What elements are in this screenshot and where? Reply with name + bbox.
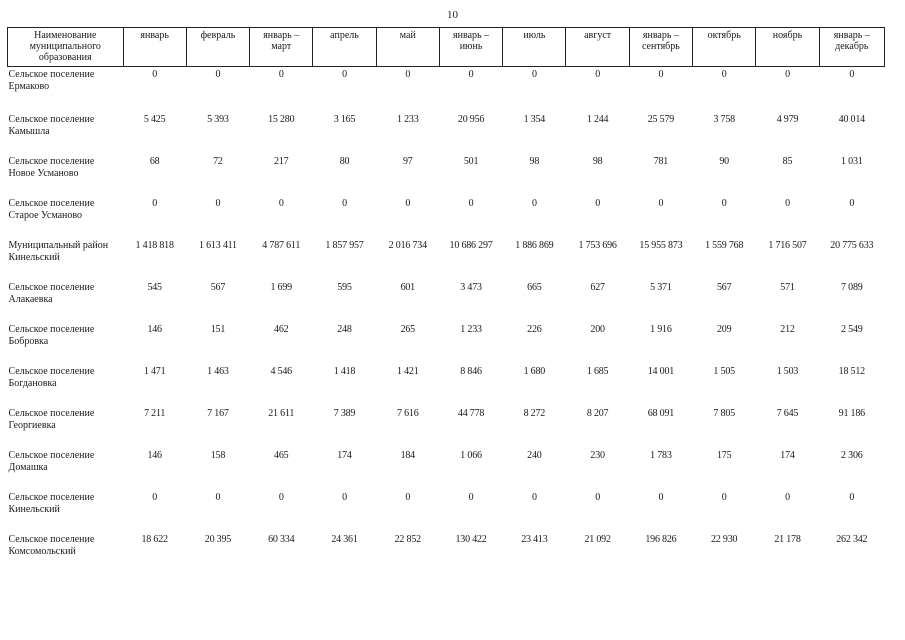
value-cell: 5 425 xyxy=(143,113,166,125)
value-cell: 462 xyxy=(274,323,289,335)
value-cell: 44 778 xyxy=(457,407,485,419)
column-header-10: октябрь xyxy=(693,28,756,67)
value-cell: 1 233 xyxy=(460,323,482,335)
value-cell: 0 xyxy=(595,491,601,503)
value-cell: 2 306 xyxy=(841,449,863,461)
municipality-name: Муниципальный район Кинельский xyxy=(8,239,109,263)
value-cell: 217 xyxy=(274,155,289,167)
value-cell: 601 xyxy=(400,281,415,293)
value-cell: 567 xyxy=(716,281,732,293)
value-cell: 0 xyxy=(405,69,411,80)
municipality-name: Сельское поселение Комсомольский xyxy=(8,533,95,557)
value-cell: 146 xyxy=(147,323,162,335)
value-cell: 7 211 xyxy=(144,407,166,419)
value-cell: 0 xyxy=(658,197,664,209)
value-cell: 1 716 507 xyxy=(768,239,807,251)
value-cell: 0 xyxy=(595,69,601,80)
table-row xyxy=(8,490,885,532)
value-cell: 1 066 xyxy=(460,449,482,461)
value-cell: 0 xyxy=(468,491,474,503)
value-cell: 18 622 xyxy=(141,533,168,545)
municipality-name: Сельское поселение Бобровка xyxy=(8,323,95,347)
value-cell: 0 xyxy=(531,491,537,503)
value-cell: 1 418 818 xyxy=(135,239,174,251)
value-cell: 24 361 xyxy=(331,533,358,545)
value-cell: 1 031 xyxy=(841,155,863,167)
column-header-9: январь – сентябрь xyxy=(629,28,692,67)
value-cell: 1 680 xyxy=(523,365,546,377)
value-cell: 146 xyxy=(147,449,162,461)
value-cell: 0 xyxy=(531,69,537,80)
value-cell: 85 xyxy=(782,155,793,167)
table-row xyxy=(8,364,885,406)
value-cell: 1 421 xyxy=(397,365,419,377)
value-cell: 0 xyxy=(342,491,347,503)
municipality-name: Сельское поселение Ермаково xyxy=(8,69,95,92)
value-cell: 22 852 xyxy=(394,533,421,545)
value-cell: 1 503 xyxy=(776,365,799,377)
value-cell: 571 xyxy=(780,281,795,293)
table-header xyxy=(8,28,885,67)
value-cell: 15 280 xyxy=(268,113,295,125)
value-cell: 545 xyxy=(147,281,162,293)
value-cell: 10 686 297 xyxy=(449,239,493,251)
value-cell: 0 xyxy=(849,491,855,503)
value-cell: 18 512 xyxy=(838,365,865,377)
value-cell: 21 611 xyxy=(268,407,295,419)
value-cell: 0 xyxy=(152,491,158,503)
table-row xyxy=(8,112,885,154)
value-cell: 465 xyxy=(274,449,289,461)
value-cell: 0 xyxy=(468,69,474,80)
value-cell: 0 xyxy=(849,69,855,80)
column-header-1: январь xyxy=(123,28,186,67)
value-cell: 0 xyxy=(405,197,411,209)
column-header-4: апрель xyxy=(313,28,376,67)
value-cell: 175 xyxy=(716,449,732,461)
table-row xyxy=(8,196,885,238)
value-cell: 1 783 xyxy=(650,449,672,461)
value-cell: 0 xyxy=(849,197,855,209)
value-cell: 248 xyxy=(337,323,352,335)
value-cell: 158 xyxy=(210,449,226,461)
value-cell: 20 956 xyxy=(457,113,485,125)
value-cell: 151 xyxy=(210,323,226,335)
value-cell: 98 xyxy=(529,155,540,167)
value-cell: 212 xyxy=(780,323,795,335)
table-row xyxy=(8,280,885,322)
value-cell: 665 xyxy=(527,281,542,293)
value-cell: 1 613 411 xyxy=(199,239,237,251)
municipality-name: Сельское поселение Георгиевка xyxy=(8,407,95,431)
value-cell: 98 xyxy=(592,155,603,167)
value-cell: 174 xyxy=(780,449,795,461)
value-cell: 1 857 957 xyxy=(325,239,364,251)
value-cell: 0 xyxy=(468,197,474,209)
value-cell: 8 207 xyxy=(586,407,609,419)
table-row xyxy=(8,154,885,196)
municipality-name: Сельское поселение Богдановка xyxy=(8,365,95,389)
value-cell: 226 xyxy=(527,323,542,335)
value-cell: 23 413 xyxy=(521,533,548,545)
value-cell: 1 505 xyxy=(713,365,735,377)
municipality-name: Сельское поселение Алакаевка xyxy=(8,281,95,305)
column-header-3: январь – март xyxy=(250,28,313,67)
value-cell: 0 xyxy=(342,69,347,80)
value-cell: 21 178 xyxy=(774,533,801,545)
value-cell: 567 xyxy=(210,281,226,293)
value-cell: 1 418 xyxy=(333,365,356,377)
value-cell: 1 354 xyxy=(523,113,546,125)
value-cell: 80 xyxy=(339,155,350,167)
value-cell: 0 xyxy=(278,197,284,209)
value-cell: 2 549 xyxy=(841,323,863,335)
value-cell: 1 463 xyxy=(207,365,229,377)
municipality-name: Сельское поселение Новое Усманово xyxy=(8,155,95,179)
value-cell: 174 xyxy=(337,449,352,461)
value-cell: 0 xyxy=(785,197,790,209)
municipality-name: Сельское поселение Старое Усманово xyxy=(8,197,95,221)
value-cell: 0 xyxy=(215,69,221,80)
value-cell: 1 886 869 xyxy=(515,239,554,251)
value-cell: 7 389 xyxy=(333,407,356,419)
value-cell: 240 xyxy=(527,449,542,461)
column-header-7: июль xyxy=(503,28,566,67)
value-cell: 2 016 734 xyxy=(388,239,427,251)
value-cell: 5 393 xyxy=(207,113,229,125)
value-cell: 1 685 xyxy=(586,365,609,377)
value-cell: 196 826 xyxy=(645,533,677,545)
value-cell: 0 xyxy=(785,491,790,503)
value-cell: 1 916 xyxy=(650,323,672,335)
table-row xyxy=(8,322,885,364)
value-cell: 4 979 xyxy=(776,113,799,125)
value-cell: 25 579 xyxy=(647,113,675,125)
value-cell: 781 xyxy=(653,155,669,167)
value-cell: 68 091 xyxy=(647,407,675,419)
value-cell: 22 930 xyxy=(711,533,738,545)
value-cell: 0 xyxy=(721,491,727,503)
value-cell: 5 371 xyxy=(650,281,672,293)
value-cell: 0 xyxy=(595,197,601,209)
value-cell: 4 787 611 xyxy=(262,239,301,251)
value-cell: 130 422 xyxy=(455,533,487,545)
value-cell: 60 334 xyxy=(268,533,295,545)
value-cell: 20 775 633 xyxy=(830,239,874,251)
value-cell: 0 xyxy=(405,491,411,503)
value-cell: 68 xyxy=(149,155,160,167)
value-cell: 3 165 xyxy=(333,113,356,125)
value-cell: 15 955 873 xyxy=(639,239,683,251)
municipality-name: Сельское поселение Кинельский xyxy=(8,491,95,515)
value-cell: 627 xyxy=(590,281,605,293)
value-cell: 262 342 xyxy=(836,533,868,545)
table-row xyxy=(8,448,885,490)
table-row xyxy=(8,238,885,280)
value-cell: 40 014 xyxy=(838,113,865,125)
column-header-11: ноябрь xyxy=(756,28,819,67)
value-cell: 91 186 xyxy=(838,407,865,419)
value-cell: 72 xyxy=(213,155,223,167)
value-cell: 0 xyxy=(215,197,221,209)
value-cell: 3 758 xyxy=(713,113,735,125)
value-cell: 1 471 xyxy=(143,365,166,377)
table-row xyxy=(8,67,885,112)
value-cell: 90 xyxy=(719,155,729,167)
value-cell: 0 xyxy=(278,69,284,80)
value-cell: 7 645 xyxy=(776,407,799,419)
value-cell: 0 xyxy=(152,69,158,80)
table-body xyxy=(8,67,885,574)
value-cell: 8 846 xyxy=(460,365,482,377)
value-cell: 1 699 xyxy=(270,281,292,293)
value-cell: 4 546 xyxy=(270,365,292,377)
value-cell: 184 xyxy=(400,449,415,461)
value-cell: 200 xyxy=(590,323,605,335)
column-header-name: Наименование муниципального образования xyxy=(8,28,124,67)
value-cell: 230 xyxy=(590,449,605,461)
municipality-name: Сельское поселение Домашка xyxy=(8,449,95,473)
value-cell: 7 167 xyxy=(207,407,229,419)
column-header-5: май xyxy=(376,28,439,67)
column-header-12: январь – декабрь xyxy=(819,28,884,67)
value-cell: 7 805 xyxy=(713,407,735,419)
page-number: 10 xyxy=(447,9,458,21)
value-cell: 0 xyxy=(785,69,790,80)
value-cell: 3 473 xyxy=(460,281,482,293)
table-row xyxy=(8,532,885,574)
value-cell: 97 xyxy=(402,155,413,167)
value-cell: 7 089 xyxy=(841,281,863,293)
value-cell: 8 272 xyxy=(523,407,546,419)
municipality-name: Сельское поселение Камышла xyxy=(8,113,95,137)
value-cell: 265 xyxy=(400,323,415,335)
value-cell: 21 092 xyxy=(584,533,611,545)
table-row xyxy=(8,406,885,448)
value-cell: 209 xyxy=(716,323,732,335)
value-cell: 501 xyxy=(463,155,479,167)
value-cell: 1 753 696 xyxy=(578,239,617,251)
column-header-8: август xyxy=(566,28,629,67)
value-cell: 7 616 xyxy=(397,407,419,419)
column-header-2: февраль xyxy=(186,28,249,67)
value-cell: 0 xyxy=(278,491,284,503)
value-cell: 1 233 xyxy=(397,113,419,125)
value-cell: 0 xyxy=(658,69,664,80)
value-cell: 1 244 xyxy=(586,113,609,125)
value-cell: 14 001 xyxy=(647,365,675,377)
value-cell: 1 559 768 xyxy=(705,239,744,251)
column-header-6: январь – июнь xyxy=(439,28,502,67)
value-cell: 0 xyxy=(721,197,727,209)
value-cell: 0 xyxy=(342,197,347,209)
header-row xyxy=(8,28,885,67)
value-cell: 0 xyxy=(531,197,537,209)
value-cell: 0 xyxy=(721,69,727,80)
value-cell: 0 xyxy=(658,491,664,503)
value-cell: 0 xyxy=(152,197,158,209)
value-cell: 20 395 xyxy=(204,533,232,545)
value-cell: 595 xyxy=(337,281,352,293)
data-table xyxy=(7,27,885,574)
value-cell: 0 xyxy=(215,491,221,503)
